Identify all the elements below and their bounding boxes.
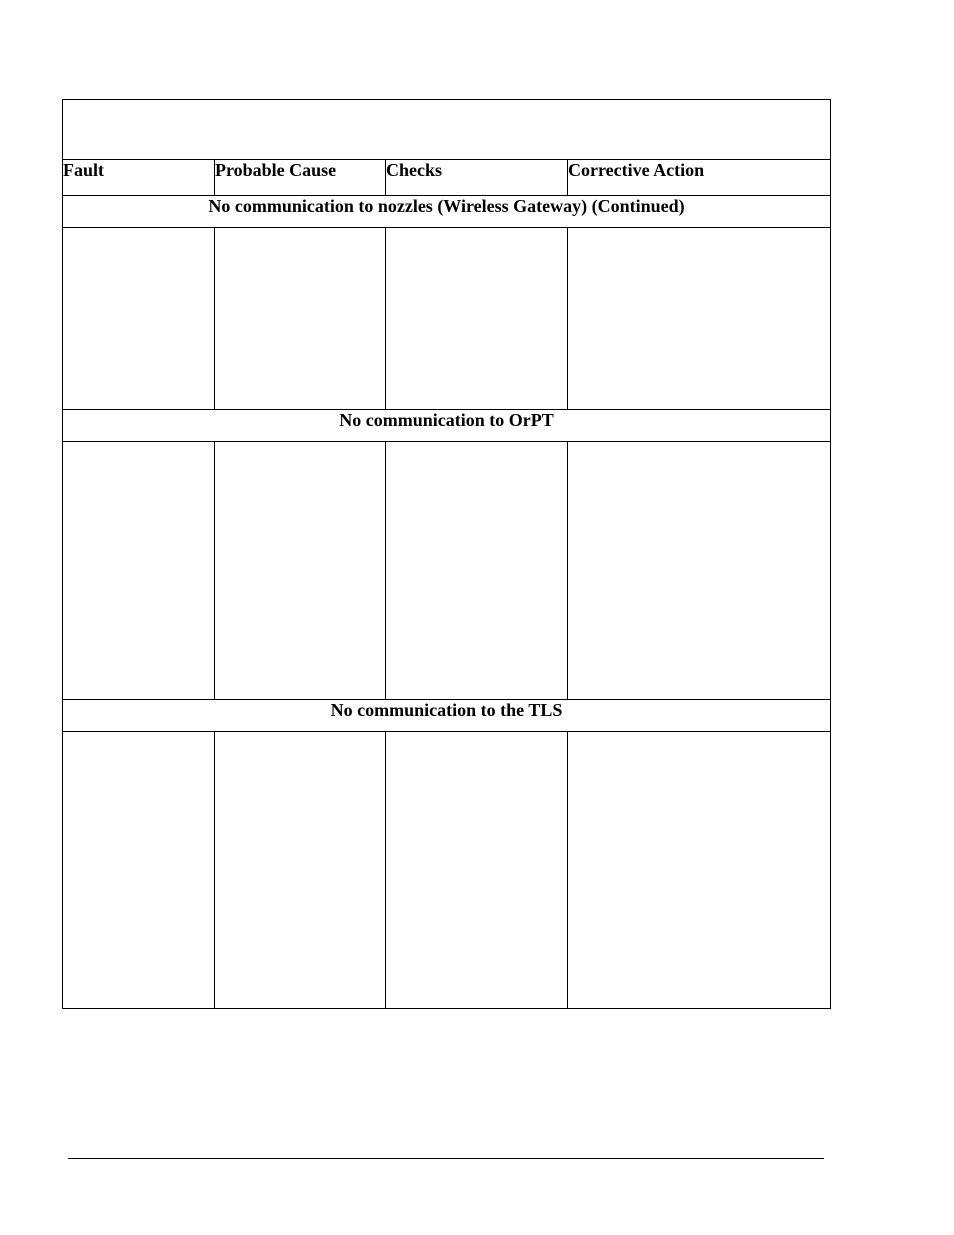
troubleshooting-table — [62, 99, 831, 1009]
checks-cell — [386, 442, 568, 700]
probable-cause-cell — [215, 442, 386, 700]
fault-cell — [63, 442, 215, 700]
section-heading-row — [63, 700, 831, 732]
corrective-action-cell — [568, 732, 831, 1009]
probable-cause-cell — [215, 228, 386, 410]
checks-cell — [386, 732, 568, 1009]
section-heading-orpt: No communication to OrPT — [63, 410, 831, 442]
table-title-cell — [63, 100, 831, 160]
fault-header: Fault — [63, 160, 215, 196]
table-header-row — [63, 160, 831, 196]
fault-cell — [63, 732, 215, 1009]
table-title-row — [63, 100, 831, 160]
table-row — [63, 732, 831, 1009]
section-heading-tls: No communication to the TLS — [63, 700, 831, 732]
section-heading-row — [63, 196, 831, 228]
corrective-action-header: Corrective Action — [568, 160, 831, 196]
checks-cell — [386, 228, 568, 410]
footer-divider — [68, 1158, 824, 1159]
section-heading-nozzles: No communication to nozzles (Wireless Gateway) (Continued) — [63, 196, 831, 228]
section-heading-row — [63, 410, 831, 442]
table-row — [63, 228, 831, 410]
probable-cause-header: Probable Cause — [215, 160, 386, 196]
table-row — [63, 442, 831, 700]
checks-header: Checks — [386, 160, 568, 196]
corrective-action-cell — [568, 442, 831, 700]
corrective-action-cell — [568, 228, 831, 410]
fault-cell — [63, 228, 215, 410]
probable-cause-cell — [215, 732, 386, 1009]
